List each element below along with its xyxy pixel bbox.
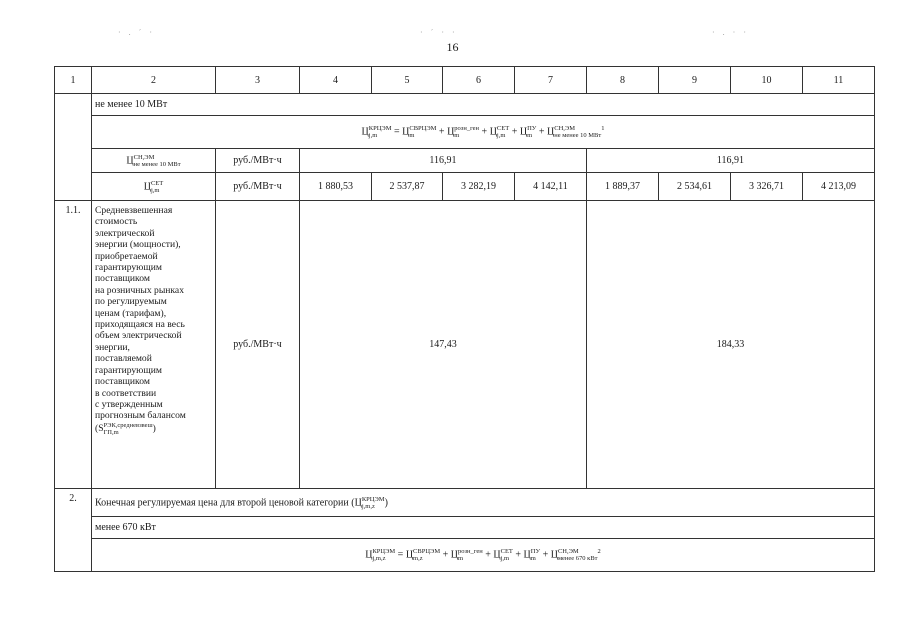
row-2-number: 2.	[55, 489, 92, 572]
header-cell: 9	[659, 67, 731, 94]
row-set-value: 4 142,11	[515, 173, 587, 201]
row-1-1-number: 1.1.	[55, 201, 92, 489]
header-cell: 8	[587, 67, 659, 94]
header-cell: 5	[372, 67, 443, 94]
section-label-2: менее 670 кВт	[92, 517, 875, 539]
row-2	[55, 489, 875, 517]
formula-2: Ц КРЦЭМ j,m,z = Ц СВРЦЭМ m,z + Ц розн_ген m + Ц СЕТ j,m + Ц ПУ m + Ц СН,ЭМ менее 670 кВт $^2$	[92, 539, 875, 572]
tariff-table	[54, 66, 875, 572]
row-sn-em	[55, 149, 875, 173]
row-set-label: Ц СЕТ j,m	[92, 173, 216, 201]
row-set-unit: руб./МВт·ч	[216, 173, 300, 201]
header-cell: 7	[515, 67, 587, 94]
row-set-value: 1 880,53	[300, 173, 372, 201]
row-set-value: 3 282,19	[443, 173, 515, 201]
scan-marks-right: · . · ·	[712, 28, 749, 37]
row-1-1-value-a: 147,43	[300, 201, 587, 489]
header-cell: 1	[55, 67, 92, 94]
row-set-value: 2 537,87	[372, 173, 443, 201]
formula-row-2	[55, 539, 875, 572]
row-sn-value-a: 116,91	[300, 149, 587, 173]
number-cell-empty	[55, 94, 92, 201]
row-set	[55, 173, 875, 201]
scan-marks-left: · . ´ ·	[118, 28, 155, 37]
header-cell: 2	[92, 67, 216, 94]
header-row	[55, 67, 875, 94]
formula-1: Ц КРЦЭМ j,m = Ц СВРЦЭМ m + Ц розн_ген m + Ц СЕТ j,m + Ц ПУ m + Ц СН,ЭМ не менее 10 МВт $^1$	[92, 116, 875, 149]
row-set-value: 1 889,37	[587, 173, 659, 201]
header-cell: 6	[443, 67, 515, 94]
row-set-value: 2 534,61	[659, 173, 731, 201]
row-1-1	[55, 201, 875, 489]
header-cell: 3	[216, 67, 300, 94]
section-row-2	[55, 517, 875, 539]
row-sn-unit: руб./МВт·ч	[216, 149, 300, 173]
row-1-1-value-b: 184,33	[587, 201, 875, 489]
row-2-title: Конечная регулируемая цена для второй ценовой категории (Ц КРЦЭМ j,m,z )	[92, 489, 875, 517]
section-label: не менее 10 МВт	[92, 94, 875, 116]
header-cell: 10	[731, 67, 803, 94]
section-row	[55, 94, 875, 116]
row-1-1-unit: руб./МВт·ч	[216, 201, 300, 489]
header-cell: 11	[803, 67, 875, 94]
scan-marks-center: · ´ · ·	[420, 28, 458, 37]
header-cell: 4	[300, 67, 372, 94]
page-number: 16	[446, 40, 459, 54]
row-1-1-description: Средневзвешенная стоимость электрической энергии (мощности), приобретаемой гарантирующим поставщиком на розничных рынках по регулируемым ценам (тарифам), приходящаяся на весь объем электрической энергии, поставляемой гарантирующим поставщиком в соответствии с утвержденным прогнозным балансом (S РЭК,средневзвеш ГП,m )	[92, 201, 216, 489]
row-sn-label: Ц СН,ЭМ не менее 10 МВт	[92, 149, 216, 173]
row-sn-value-b: 116,91	[587, 149, 875, 173]
row-set-value: 3 326,71	[731, 173, 803, 201]
formula-row	[55, 116, 875, 149]
row-set-value: 4 213,09	[803, 173, 875, 201]
